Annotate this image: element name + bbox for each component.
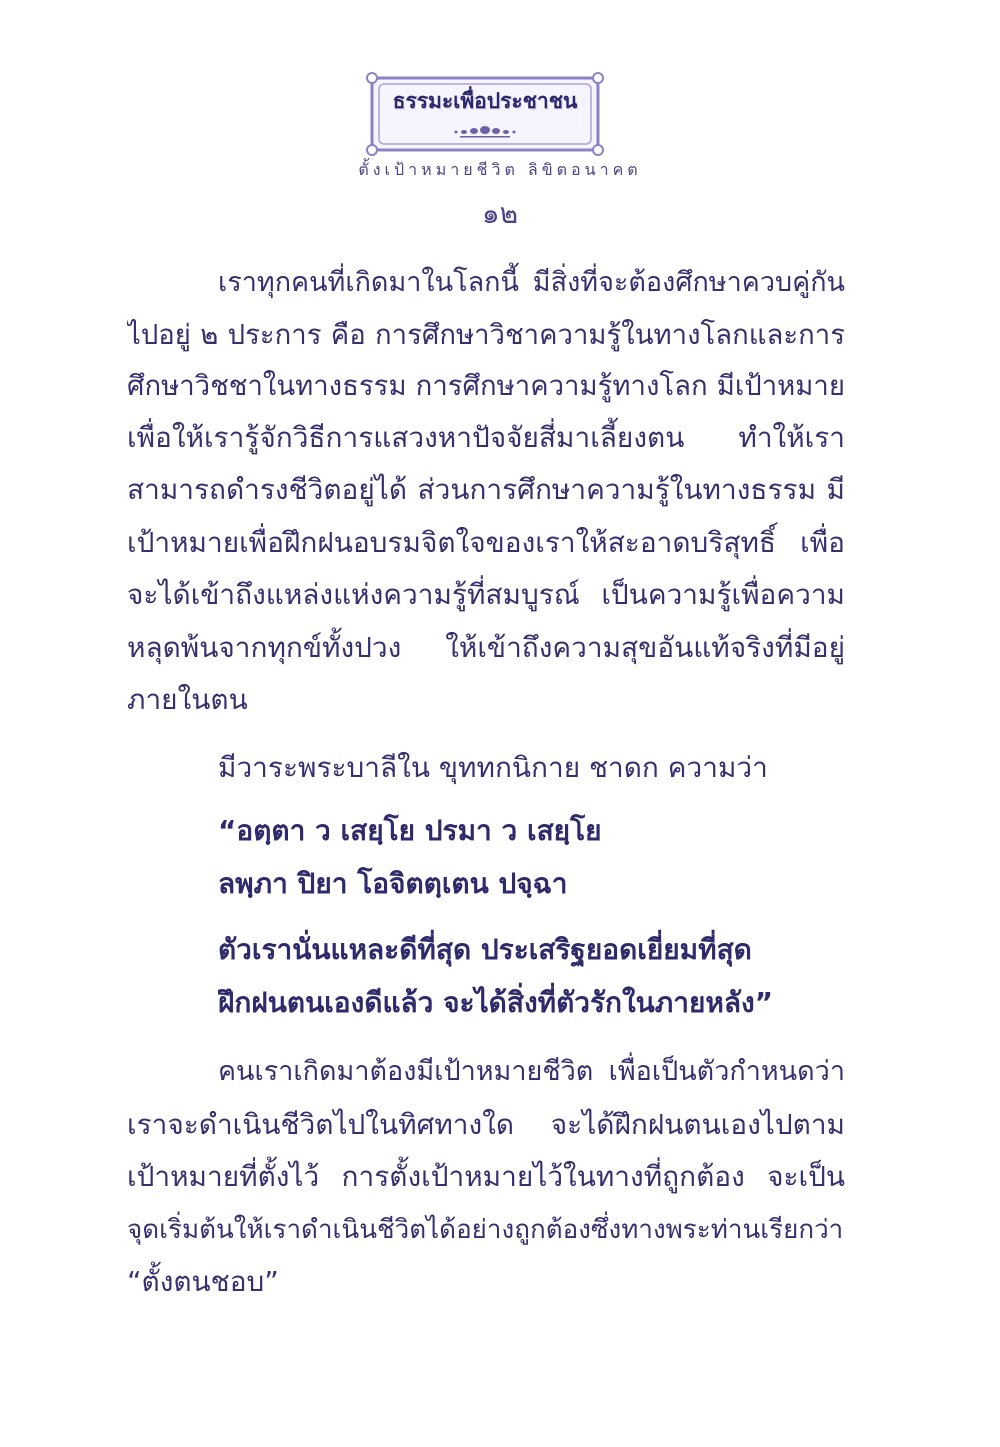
pali-verse-line: ลพฺภา ปิยา โอจิตตฺเตน ปจฺฉา	[218, 867, 568, 900]
paragraph-2-line: จุดเริ่มต้นให้เราดำเนินชีวิตได้อย่างถูกต้องซึ่งทางพระท่านเรียกว่า	[127, 1215, 844, 1245]
logo-title: ธรรมะเพื่อประชาชน	[392, 89, 578, 113]
paragraph-2-line: คนเราเกิดมาต้องมีเป้าหมายชีวิต เพื่อเป็นตัวกำหนดว่า	[218, 1056, 845, 1087]
paragraph-2-line: เป้าหมายที่ตั้งไว้ การตั้งเป้าหมายไว้ในทางที่ถูกต้อง จะเป็น	[127, 1160, 845, 1193]
book-title: ตั้งเป้าหมายชีวิต ลิขิตอนาคต	[358, 160, 642, 179]
translation-line: ฝึกฝนตนเองดีแล้ว จะได้สิ่งที่ตัวรักในภายหลัง”	[218, 986, 774, 1019]
paragraph-1-line: ภายในตน	[127, 683, 248, 716]
paragraph-1-line: สามารถดำรงชีวิตอยู่ได้ ส่วนการศึกษาความรู้ในทางธรรม มี	[127, 473, 845, 506]
pali-verse-line: “อตฺตา ว เสยฺโย ปรมา ว เสยฺโย	[218, 814, 602, 847]
page-number: ๑๒	[481, 197, 519, 230]
paragraph-1-line: จะได้เข้าถึงแหล่งแห่งความรู้ที่สมบูรณ์ เป็นความรู้เพื่อความ	[127, 578, 845, 611]
paragraph-1-line: เป้าหมายเพื่อฝึกฝนอบรมจิตใจของเราให้สะอาดบริสุทธิ์ เพื่อ	[127, 526, 845, 559]
paragraph-1-line: ไปอยู่ ๒ ประการ คือ การศึกษาวิชาความรู้ในทางโลกและการ	[127, 319, 845, 351]
paragraph-1-line: ศึกษาวิชชาในทางธรรม การศึกษาความรู้ทางโลก มีเป้าหมาย	[127, 370, 845, 402]
paragraph-1-line: เพื่อให้เรารู้จักวิธีการแสวงหาปัจจัยสี่มาเลี้ยงตน ทำให้เรา	[127, 421, 845, 454]
paragraph-2-line: เราจะดำเนินชีวิตไปในทิศทางใด จะได้ฝึกฝนตนเองไปตาม	[127, 1108, 845, 1141]
paragraph-1-line: หลุดพ้นจากทุกข์ทั้งปวง ให้เข้าถึงความสุขอันแท้จริงที่มีอยู่	[127, 631, 845, 664]
paragraph-2-line: “ตั้งตนชอบ”	[127, 1265, 279, 1298]
paragraph-1-line: เราทุกคนที่เกิดมาในโลกนี้ มีสิ่งที่จะต้องศึกษาควบคู่กัน	[218, 267, 845, 298]
pali-intro-line: มีวาระพระบาลีใน ขุททกนิกาย ชาดก ความว่า	[218, 751, 768, 784]
translation-line: ตัวเรานั่นแหละดีที่สุด ประเสริฐยอดเยี่ยมที่สุด	[218, 933, 752, 966]
